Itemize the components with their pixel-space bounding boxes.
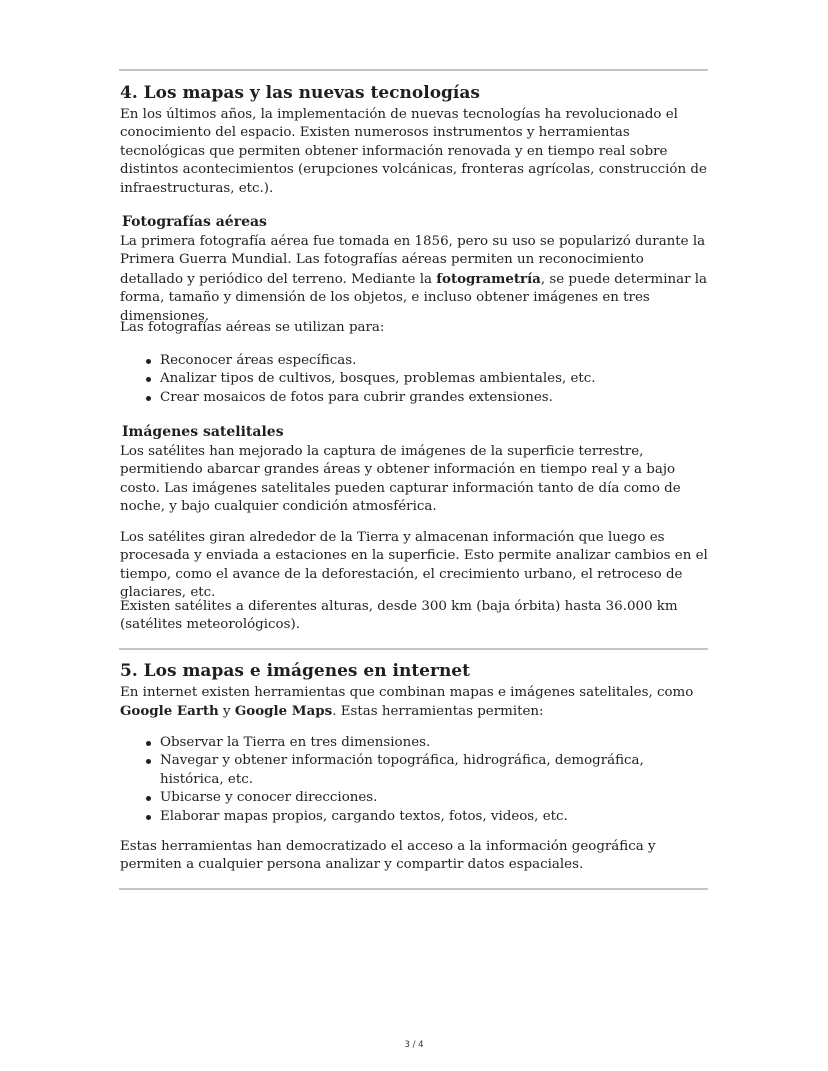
list-item: Ubicarse y conocer direcciones. bbox=[120, 789, 708, 807]
list-item: Crear mosaicos de fotos para cubrir grandes extensiones. bbox=[120, 389, 708, 407]
list-item: Reconocer áreas específicas. bbox=[120, 352, 708, 370]
satellite-images-heading: Imágenes satelitales bbox=[122, 424, 284, 440]
section-5-intro bbox=[120, 684, 708, 722]
aerial-photos-heading: Fotografías aéreas bbox=[122, 214, 267, 230]
photogrammetry-term: fotogrametría bbox=[436, 270, 541, 287]
list-item: Observar la Tierra en tres dimensiones. bbox=[120, 734, 708, 752]
section-4-title: 4. Los mapas y las nuevas tecnologías bbox=[120, 83, 480, 103]
satellite-paragraph-1: Los satélites han mejorado la captura de imágenes de la superficie terrestre, permitiendo abarcar grandes áreas y obtener información en tiempo real y a bajo costo. Las imágenes satelitales pueden capturar información tanto de día como de noche, y bajo cualquier condición atmosférica. bbox=[120, 444, 681, 515]
aerial-photos-paragraph bbox=[120, 233, 708, 326]
list-item: Analizar tipos de cultivos, bosques, problemas ambientales, etc. bbox=[120, 370, 708, 388]
top-divider bbox=[119, 69, 708, 71]
list-item: Navegar y obtener información topográfica, hidrográfica, demográfica, histórica, etc. bbox=[120, 752, 708, 789]
section-5-closing: Estas herramientas han democratizado el acceso a la información geográfica y permiten a cualquier persona analizar y compartir datos espaciales. bbox=[120, 839, 656, 873]
section-4-intro: En los últimos años, la implementación de nuevas tecnologías ha revolucionado el conocimiento del espacio. Existen numerosos instrumentos y herramientas tecnológicas que permiten obtener información renovada y en tiempo real sobre distintos acontecimientos (erupciones volcánicas, fronteras agrícolas, construcción de infraestructuras, etc.). bbox=[120, 107, 707, 196]
list-item: Elaborar mapas propios, cargando textos, fotos, videos, etc. bbox=[120, 808, 708, 826]
aerial-uses-list bbox=[120, 352, 708, 407]
aerial-text-2: , se puede determinar la forma, tamaño y dimensión de los objetos, e incluso obtener imágenes en tres dimensiones. bbox=[120, 271, 708, 324]
section-5-intro-text-1: En internet existen herramientas que combinan mapas e imágenes satelitales, como bbox=[120, 685, 694, 700]
aerial-uses-intro: Las fotografías aéreas se utilizan para: bbox=[120, 320, 385, 335]
internet-tools-list bbox=[120, 734, 708, 826]
satellite-paragraph-3: Existen satélites a diferentes alturas, desde 300 km (baja órbita) hasta 36.000 km (satélites meteorológicos). bbox=[120, 599, 678, 633]
aerial-text-1: La primera fotografía aérea fue tomada en 1856, pero su uso se popularizó durante la Primera Guerra Mundial. Las fotografías aéreas permiten un reconocimiento detallado y periódico del terreno. Mediante la bbox=[120, 234, 706, 287]
google-maps-term: Google Maps bbox=[234, 703, 333, 720]
middle-divider bbox=[119, 648, 708, 650]
satellite-paragraph-2: Los satélites giran alrededor de la Tierra y almacenan información que luego es procesada y enviada a estaciones en la superficie. Esto permite analizar cambios en el tiempo, como el avance de la deforestación, el crecimiento urbano, el retroceso de glaciares, etc. bbox=[120, 530, 708, 601]
page-number: 3 / 4 bbox=[404, 1040, 424, 1050]
section-5-intro-text-2: y bbox=[218, 704, 235, 720]
section-5-title: 5. Los mapas e imágenes en internet bbox=[120, 661, 470, 681]
bottom-divider bbox=[119, 888, 708, 890]
section-5-intro-text-3: . Estas herramientas permiten: bbox=[332, 704, 544, 720]
google-earth-term: Google Earth bbox=[120, 703, 219, 720]
